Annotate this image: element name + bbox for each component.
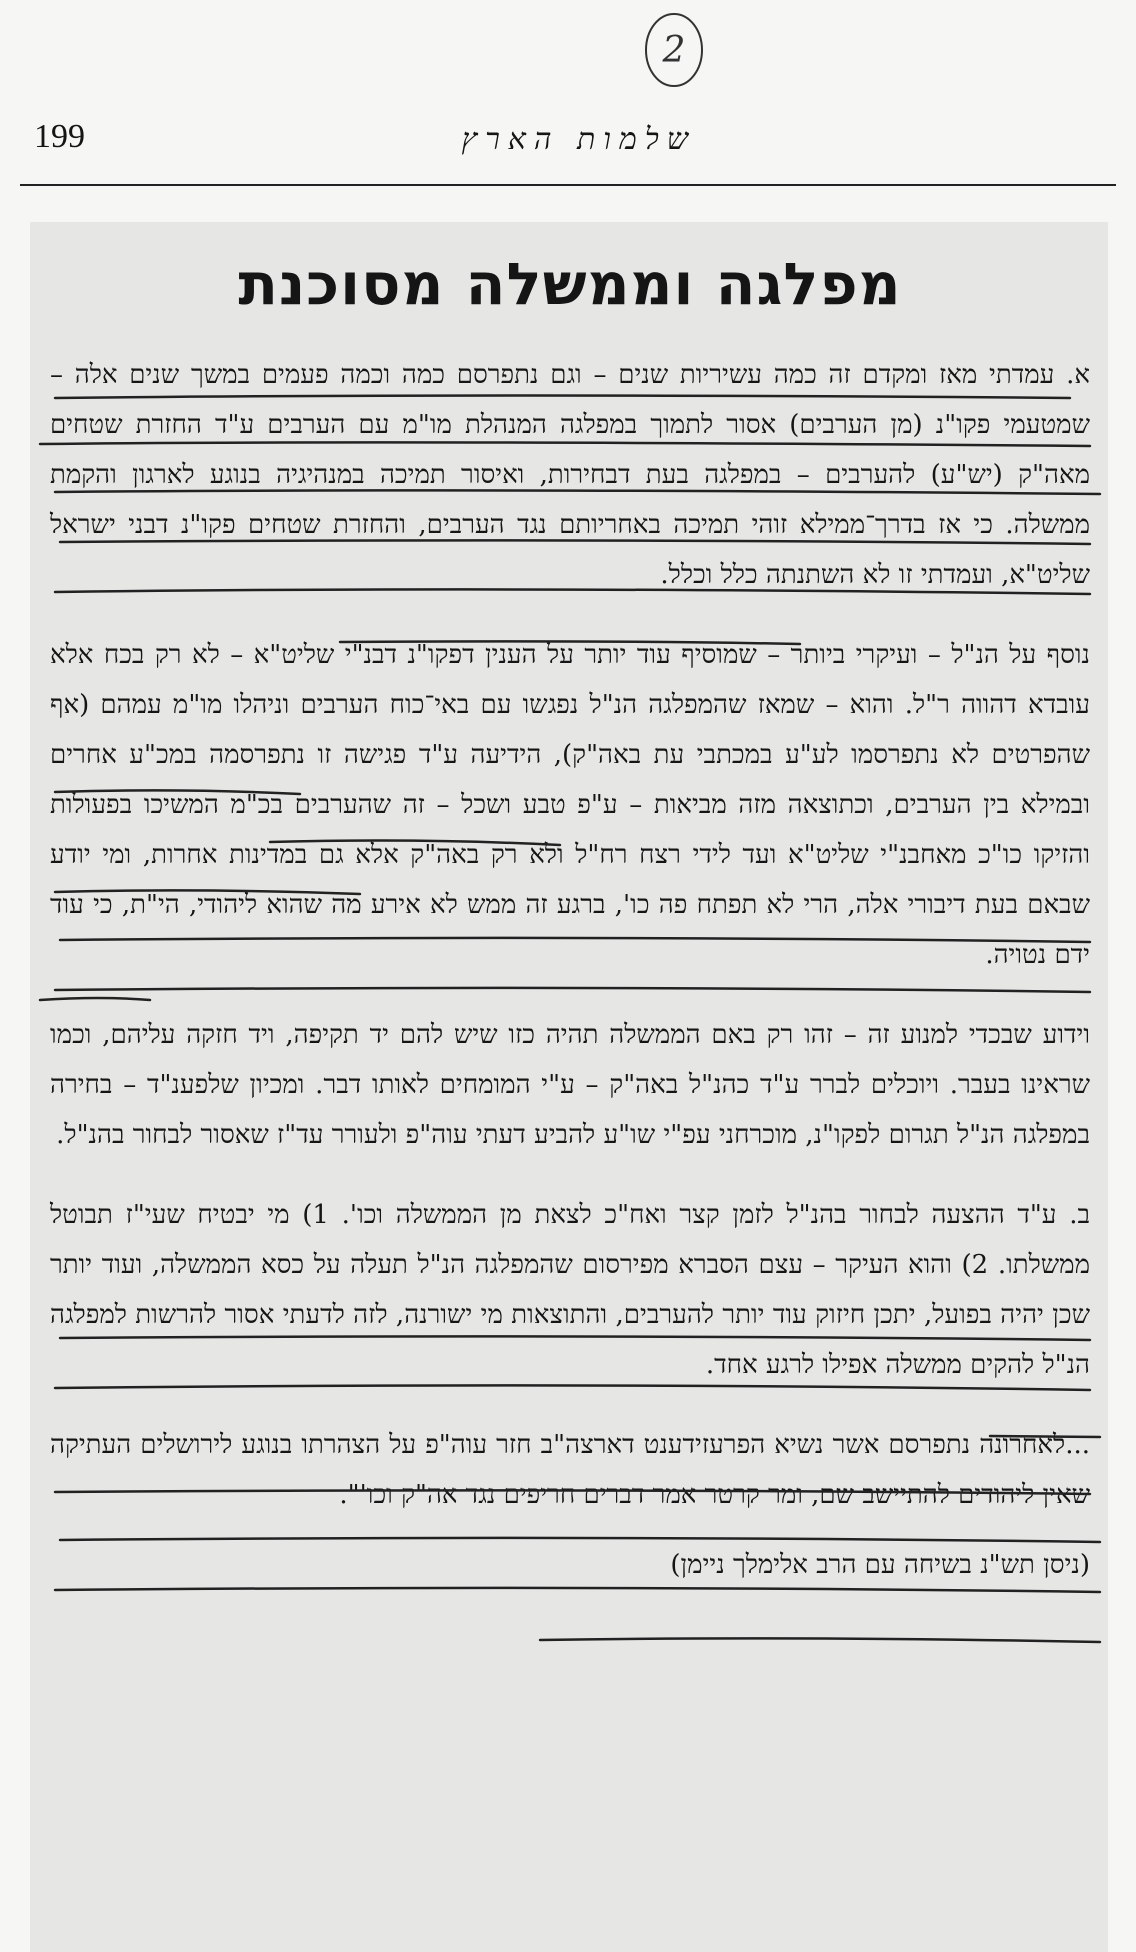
source-note: (ניסן תש"נ בשיחה עם הרב אלימלך ניימן) — [670, 1550, 1090, 1580]
article — [50, 250, 1090, 1620]
article-title: מפלגה וממשלה מסוכנת — [238, 250, 902, 318]
page-header — [20, 118, 1116, 188]
circle-mark-text: 2 — [662, 30, 686, 71]
running-title: שלמות הארץ — [461, 122, 696, 157]
paragraph-3: וידוע שבכדי למנוע זה – זהו רק באם הממשלה תהיה כזו שיש להם יד תקיפה, ויד חזקה עליהם, וכמו שראינו בעבר. ויוכלים לברר ע"ד כהנ"ל באה"ק – ע"י המומחים לאותו דבר. ומכיון שלפענ"ד – בחירה במפלגה הנ"ל תגרום לפקו"נ, מוכרחני עפ"י שו"ע להביע דעתי עוה"פ ולעורר עד"ז שאסור לבחור בהנ"ל. — [50, 1020, 1090, 1150]
paragraph-2: נוסף על הנ"ל – ועיקרי ביותר – שמוסיף עוד יותר על הענין דפקו"נ דבנ"י שליט"א – לא רק בכח אלא עובדא דהווה ר"ל. והוא – שמאז שהמפלגה הנ"ל נפגשו עם באי־כוח הערבים וניהלו מו"מ עמהם (אף שהפרטים לא נתפרסמו לע"ע במכתבי עת באה"ק), הידיעה ע"ד פגישה זו נתפרסמה במכ"ע אחרים ובמילא בין הערבים, וכתוצאה מזה מביאות – ע"פ טבע ושכל – זה שהערבים בכ"מ המשיכו בפעולות והזיקו כו"כ מאחבנ"י שליט"א ועד לידי רצח רח"ל ולא רק באה"ק אלא גם במדינות אחרות, ומי יודע שבאם בעת דיבורי אלה, הרי לא תפתח פה כו', ברגע זה ממש לא אירע מה שהוא ליהודי, הי"ת, כי עוד ידם נטויה. — [50, 640, 1090, 970]
paragraph-5: ...לאחרונה נתפרסם אשר נשיא הפרעזידענט דארצה"ב חזר עוה"פ על הצהרתו בנוגע לירושלים העתיקה שאין ליהודים להתיישב שם, ומר קרטר אמר דברים חריפים נגד אה"ק וכו'". — [50, 1430, 1090, 1510]
page-number: 199 — [34, 118, 85, 155]
paragraph-1: א. עמדתי מאז ומקדם זה כמה עשיריות שנים – וגם נתפרסם כמה וכמה פעמים במשך שנים אלה – שמטעמי פקו"נ (מן הערבים) אסור לתמוך במפלגה המנהלת מו"מ עם הערבים ע"ד החזרת שטחים מאה"ק (יש"ע) להערבים – במפלגה בעת דבחירות, ואיסור תמיכה במנהיגיה בנוגע לארגון והקמת ממשלה. כי אז בדרך־ממילא זוהי תמיכה באחריותם נגד הערבים, והחזרת שטחים פקו"נ דבני ישראל שליט"א, ועמדתי זו לא השתנתה כלל וכלל. — [50, 360, 1090, 590]
paragraph-4: ב. ע"ד ההצעה לבחור בהנ"ל לזמן קצר ואח"כ לצאת מן הממשלה וכו'. 1) מי יבטיח שעי"ז תבוטל ממשלתו. 2) והוא העיקר – עצם הסברא מפירסום שהמפלגה הנ"ל תעלה על כסא הממשלה, ועוד יותר שכן יהיה בפועל, יתכן חיזוק עוד יותר להערבים, והתוצאות מי ישורנה, לזה לדעתי אסור להרשות למפלגה הנ"ל להקים ממשלה אפילו לרגע אחד. — [50, 1200, 1090, 1380]
handwritten-circle-mark — [642, 10, 706, 90]
header-rule — [20, 184, 1116, 186]
